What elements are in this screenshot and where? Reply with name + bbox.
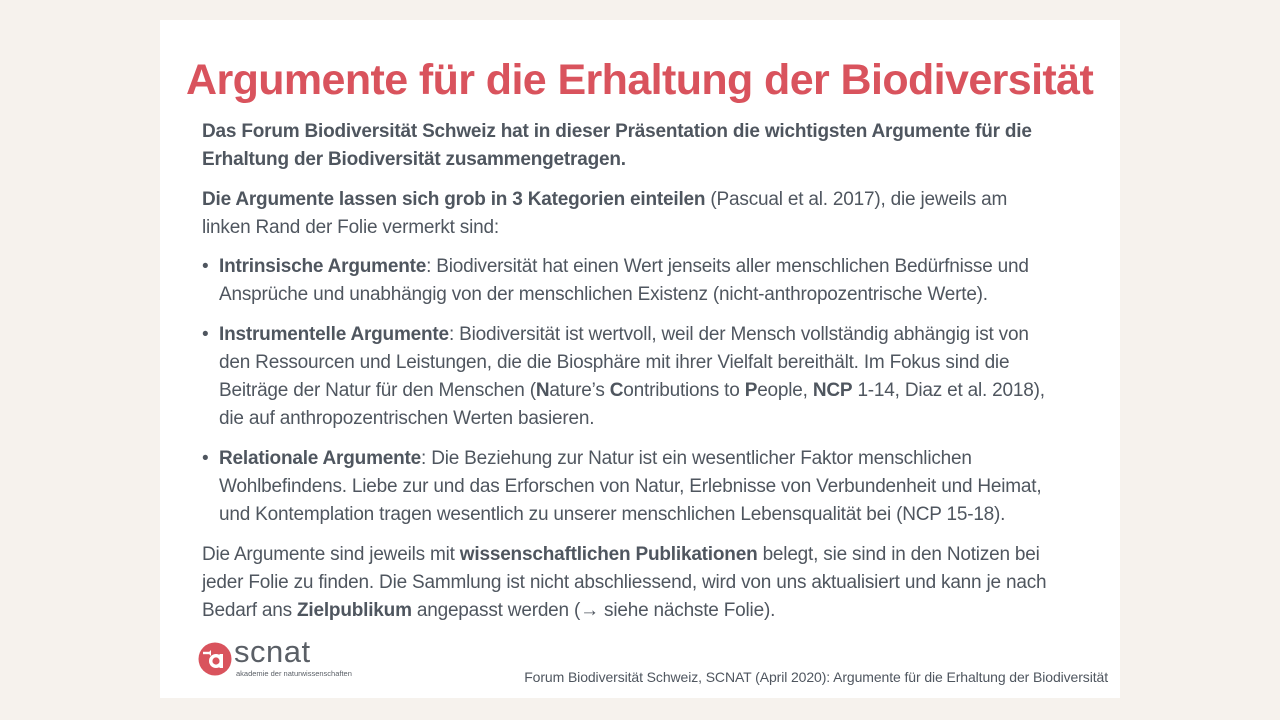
ncp-word-contributions: ontributions to — [623, 380, 745, 401]
argument-instrumental — [202, 321, 1052, 433]
argument-intrinsic — [202, 253, 1052, 309]
ncp-letter-n: N — [535, 380, 550, 401]
closing-text: angepasst werden ( — [411, 600, 581, 621]
argument-text: : Biodiversität hat einen Wert jenseits aller menschlichen Bedürfnisse und Ansprüche und unabhängig von der menschlichen Existenz (nicht-anthropozentrische Werte). — [219, 256, 1029, 305]
categories-rest: (Pascual et al. 2017), die jeweils am linken Rand der Folie vermerkt sind: — [202, 189, 1008, 238]
arguments-list — [202, 253, 1052, 529]
logo-wordmark: scnat — [234, 634, 311, 669]
arrow-right-icon: → — [580, 600, 599, 621]
ncp-word-nature: ature’s — [549, 380, 610, 401]
ncp-word-people: eople, — [757, 380, 813, 401]
scnat-logo-icon — [198, 642, 232, 676]
argument-relational — [202, 445, 1052, 529]
categories-paragraph — [202, 186, 1052, 242]
ncp-letter-c: C — [609, 380, 624, 401]
slide-title: Argumente für die Erhaltung der Biodiversität — [186, 56, 1094, 104]
slide-footer-citation: Forum Biodiversität Schweiz, SCNAT (April 2020): Argumente für die Erhaltung der Biodiversität — [524, 669, 1108, 685]
logo-subtitle: akademie der naturwissenschaften — [236, 669, 352, 678]
ncp-letter-p: P — [744, 380, 758, 401]
closing-bold-audience: Zielpublikum — [296, 600, 412, 621]
argument-text: : Die Beziehung zur Natur ist ein wesentlicher Faktor menschlichen Wohlbefindens. Liebe zur und das Erforschen von Natur, Erlebnisse von Verbundenheit und Heimat, und Kontemplation tragen wesentlich zu unserer menschlichen Lebensqualität bei (NCP 15-18). — [219, 448, 1042, 525]
slide — [160, 20, 1120, 698]
argument-text-after: 1-14, Diaz et al. 2018), die auf anthropozentrischen Werten basieren. — [219, 380, 1045, 429]
closing-text: siehe nächste Folie). — [598, 600, 776, 621]
closing-bold-publications: wissenschaftlichen Publikationen — [459, 544, 758, 565]
slide-content — [202, 118, 1052, 625]
closing-text: belegt, sie sind in den Notizen bei jeder Folie zu finden. Die Sammlung ist nicht abschliessend, wird von uns aktualisiert und kann je nach Bedarf ans — [202, 544, 1047, 621]
argument-text: : Biodiversität ist wertvoll, weil der Mensch vollständig abhängig ist von den Ressourcen und Leistungen, die die Biosphäre mit ihrer Vielfalt bereithält. Im Fokus sind die Beiträge der Natur für den Menschen ( — [219, 324, 1029, 401]
argument-name: Intrinsische Argumente — [219, 256, 427, 277]
closing-paragraph — [202, 541, 1052, 625]
ncp-abbreviation: NCP — [812, 380, 853, 401]
categories-bold: Die Argumente lassen sich grob in 3 Kategorien einteilen — [202, 189, 706, 210]
argument-name: Relationale Argumente — [219, 448, 422, 469]
intro-paragraph: Das Forum Biodiversität Schweiz hat in dieser Präsentation die wichtigsten Argumente für die Erhaltung der Biodiversität zusammengetragen. — [202, 121, 1032, 170]
scnat-logo — [198, 634, 358, 680]
closing-text: Die Argumente sind jeweils mit — [202, 544, 460, 565]
argument-name: Instrumentelle Argumente — [219, 324, 449, 345]
